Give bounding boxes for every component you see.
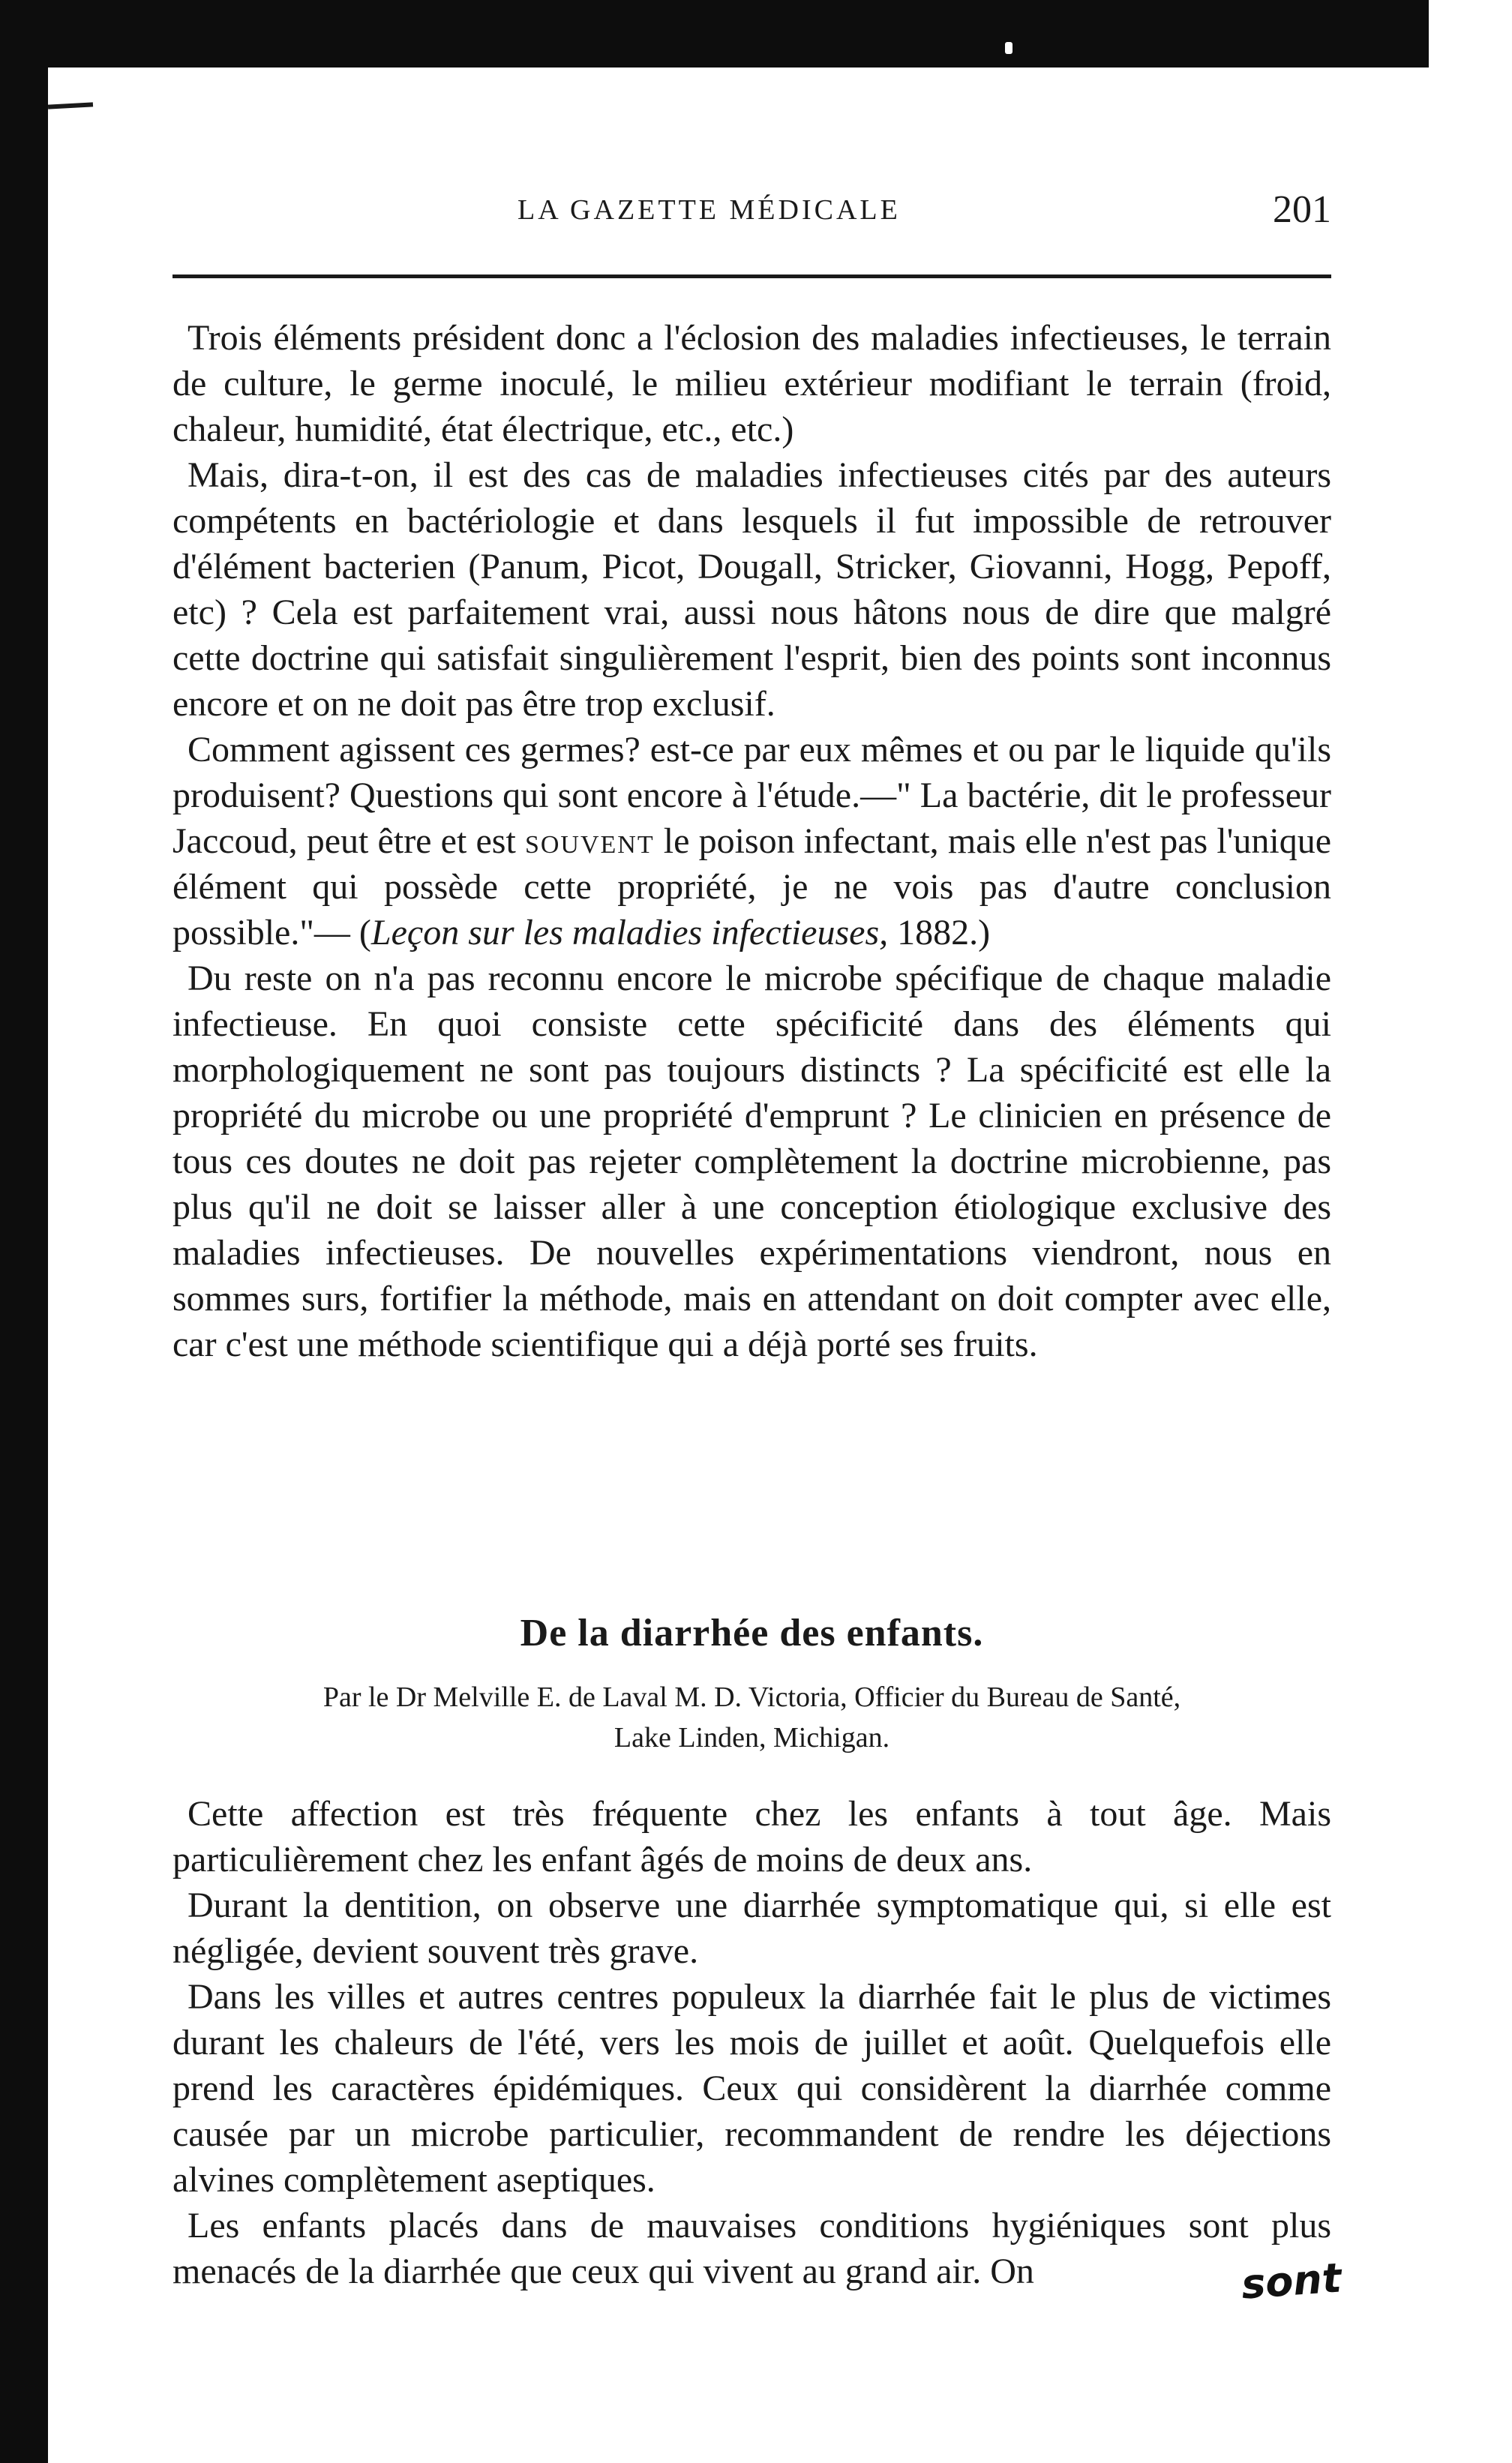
running-title: LA GAZETTE MÉDICALE [518,194,901,226]
scan-border-left [0,0,48,2463]
scan-artifact-mark [48,102,93,109]
paragraph: Trois éléments président donc a l'éclosion des maladies infectieuses, le terrain de culture, le germe inoculé, le milieu extérieur modifiant le terrain (froid, chaleur, humidité, état électrique, etc., etc.) [172,318,1331,449]
paragraph: Dans les villes et autres centres populeux la diarrhée fait le plus de victimes durant les chaleurs de l'été, vers les mois de juillet et août. Quelquefois elle prend les caractères épidémiques. Ceux qui considèrent la diarrhée comme causée par un microbe particulier, recommandent de rendre les déjections alvines complètement aseptiques. [172,1977,1331,2200]
byline-line: Lake Linden, Michigan. [614,1722,890,1754]
byline [172,1677,1331,1758]
article-1-body [172,315,1331,1367]
text-run: le poison infectant, mais elle n'est pas l'unique élément qui possède cette propriété, je ne vois pas d'autre conclusion possible."— ( [172,821,1332,952]
scan-artifact-dot [1005,42,1012,54]
scan-border-top [0,0,1429,68]
paragraph: Du reste on n'a pas reconnu encore le microbe spécifique de chaque maladie infectieuse. En quoi consiste cette spécificité dans des éléments qui morphologiquement ne sont pas toujours distincts ? La spécificité est elle la propriété du microbe ou une propriété d'emprunt ? Le clinicien en présence de tous ces doutes ne doit pas rejeter complètement la doctrine microbienne, pas plus qu'il ne doit se laisser aller à une conception étiologique exclusive des maladies infectieuses. De nouvelles expérimentations viendront, nous en sommes surs, fortifier la méthode, mais en attendant on doit compter avec elle, car c'est une méthode scientifique qui a déjà porté ses fruits. [172,958,1331,1364]
handwritten-margin-note: sont [1239,2254,1343,2308]
text-run: 1882.) [888,913,991,952]
article-2-body [172,1791,1331,2294]
header-rule [172,274,1331,278]
italic-citation: Leçon sur les maladies infectieuses, [370,913,889,952]
section-title: De la diarrhée des enfants. [520,1612,984,1654]
paragraph: Cette affection est très fréquente chez les enfants à tout âge. Mais particulièrement chez les enfant âgés de moins de deux ans. [172,1794,1331,1880]
paragraph: Mais, dira-t-on, il est des cas de maladies infectieuses cités par des auteurs compétents en bactériologie et dans lesquels il fut impossible de retrouver d'élément bacterien (Panum, Picot, Dougall, Stricker, Giovanni, Hogg, Pepoff, etc) ? Cela est parfaitement vrai, aussi nous hâtons nous de dire que malgré cette doctrine qui satisfait singulièrement l'esprit, bien des points sont inconnus encore et on ne doit pas être trop exclusif. [172,455,1331,724]
small-caps-text: souvent [524,821,655,861]
page-number: 201 [1273,188,1331,231]
paragraph: Les enfants placés dans de mauvaises conditions hygiéniques sont plus menacés de la diarrhée que ceux qui vivent au grand air. On [172,2206,1331,2291]
paragraph-jaccoud [172,727,1331,956]
running-head [172,188,1331,254]
text-run: Comment agissent ces germes? est-ce par eux mêmes et ou par le liquide qu'ils produisent? Questions qui sont encore à l'étude.—" La bactérie, dit le professeur Jaccoud, peut être et est [172,730,1331,861]
byline-line: Par le Dr Melville E. de Laval M. D. Victoria, Officier du Bureau de Santé, [322,1682,1181,1713]
paragraph: Durant la dentition, on observe une diarrhée symptomatique qui, si elle est négligée, devient souvent très grave. [172,1886,1331,1971]
